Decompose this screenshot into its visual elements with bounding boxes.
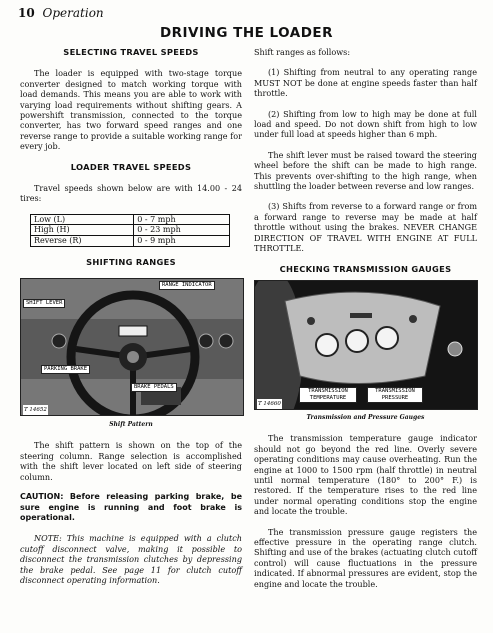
callout-shift-lever: SHIFT LEVER [23, 299, 65, 308]
paragraph-torque-converter: The loader is equipped with two-stage torque converter designed to match working torque with load demands. This means you are able to work with varying load requirements without shifting gears. A powershift transmission, connected to the torque converter, has two forward speed ranges and one reverse range to provide a suitable working range for every job. [20, 68, 242, 152]
paragraph-rule-2: (2) Shifting from low to high may be done at full load and speed. Do not down shift from high to low under full load at speeds higher than 6 mph. [254, 108, 477, 140]
page-header [18, 6, 104, 20]
paragraph-shift-pattern: The shift pattern is shown on the top of the steering column. Range selection is accomplished with the shift lever located on left side of steering column. [20, 440, 242, 482]
callout-transmission-temperature: TRANSMISSION TEMPERATURE [299, 387, 357, 403]
paragraph-shift-lever: The shift lever must be raised toward the steering wheel before the shift can be made to high range. This prevents over-shifting to the high range, when shuttling the loader between reverse and low ranges. [254, 149, 477, 192]
table-row [31, 214, 230, 225]
paragraph-tire-note: Travel speeds shown below are with 14.00 - 24 tires: [20, 183, 242, 204]
callout-brake-pedals: BRAKE PEDALS [131, 383, 177, 392]
speed-cell: 0 - 9 mph [134, 236, 230, 247]
page-title: DRIVING THE LOADER [159, 25, 334, 41]
left-column [20, 44, 242, 595]
section-name: Operation [42, 6, 104, 20]
shift-pattern-photo [20, 278, 244, 416]
heading-selecting-travel-speeds: SELECTING TRAVEL SPEEDS [63, 47, 199, 57]
heading-shifting-ranges: SHIFTING RANGES [86, 256, 176, 267]
callout-transmission-pressure: TRANSMISSION PRESSURE [367, 387, 423, 403]
caution-parking-brake: CAUTION: Before releasing parking brake, be sure engine is running and foot brake is operational. [20, 492, 242, 522]
right-column [254, 44, 477, 599]
heading-loader-travel-speeds: LOADER TRAVEL SPEEDS [70, 161, 192, 172]
figure-number: T 14660 [257, 399, 282, 409]
note-clutch-cutoff: NOTE: This machine is equipped with a clutch cutoff disconnect valve, making it possible to disconnect the transmission clutches by depressing the brake pedal. See page 11 for clutch cutoff disconnect operating information. [20, 533, 242, 585]
paragraph-shift-intro: Shift ranges as follows: [254, 47, 351, 57]
heading-checking-transmission-gauges: CHECKING TRANSMISSION GAUGES [279, 263, 452, 274]
figure-number: T 14652 [23, 405, 48, 415]
transmission-gauges-photo [254, 280, 478, 410]
figure-caption: Transmission and Pressure Gauges [306, 413, 425, 421]
gauge-panel-illustration [255, 281, 477, 409]
callout-range-indicator: RANGE INDICATOR [159, 281, 215, 290]
speed-cell: 0 - 23 mph [134, 225, 230, 236]
figure-caption: Shift Pattern [109, 421, 153, 429]
page-number: 10 [18, 6, 35, 20]
range-cell: Low (L) [31, 214, 134, 225]
callout-parking-brake: PARKING BRAKE [41, 365, 90, 374]
range-cell: Reverse (R) [31, 236, 134, 247]
paragraph-pressure-gauge: The transmission pressure gauge registers the effective pressure in the operating range clutch. Shifting and use of the brakes (actuating clutch cutoff control) will cause fluctuations in the pressure indicated. If abnormal pressures are evident, stop the engine and locate the trouble. [254, 526, 477, 589]
table-row [31, 236, 230, 247]
paragraph-rule-3: (3) Shifts from reverse to a forward range or from a forward range to reverse may be made at half throttle without using the brakes. NEVER CHANGE DIRECTION OF TRAVEL WITH ENGINE AT FULL THROTTLE. [254, 201, 477, 254]
paragraph-temperature-gauge: The transmission temperature gauge indicator should not go beyond the red line. Overly severe operating conditions may cause overheating. Run the engine at 1000 to 1500 rpm (half throttle) in neutral until normal temperature (180° to 200° F.) is restored. If the temperature rises to the red line under normal operating conditions stop the engine and locate the trouble. [254, 433, 477, 517]
speed-cell: 0 - 7 mph [134, 214, 230, 225]
travel-speed-table [30, 214, 230, 247]
range-cell: High (H) [31, 225, 134, 236]
paragraph-rule-1: (1) Shifting from neutral to any operating range MUST NOT be done at engine speeds faster than half throttle. [254, 67, 477, 99]
table-row [31, 225, 230, 236]
